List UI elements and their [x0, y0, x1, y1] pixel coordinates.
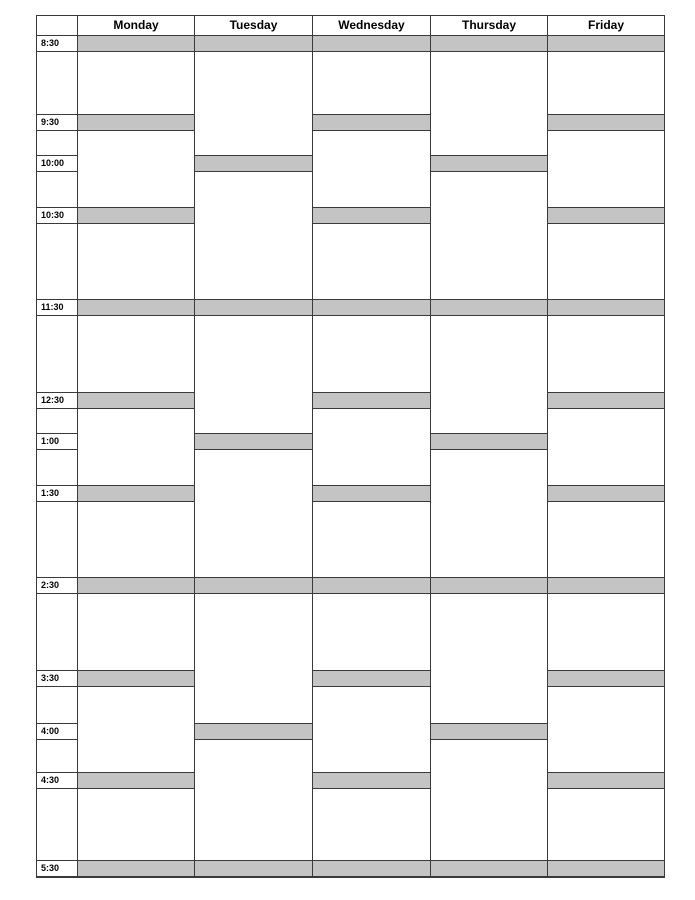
slot-header-band: [77, 207, 195, 224]
schedule-slot-friday[interactable]: [547, 408, 665, 486]
schedule-slot-friday[interactable]: [547, 223, 665, 300]
slot-header-band: [312, 860, 431, 877]
schedule-slot-tuesday[interactable]: [194, 171, 313, 300]
schedule-slot-monday[interactable]: [77, 593, 195, 671]
slot-header-band: [77, 670, 195, 687]
time-label: 1:30: [36, 485, 78, 502]
schedule-slot-friday[interactable]: [547, 501, 665, 578]
schedule-slot-wednesday[interactable]: [312, 788, 431, 861]
slot-header-band: [312, 670, 431, 687]
slot-header-band: [547, 485, 665, 502]
slot-header-band: [312, 772, 431, 789]
schedule-slot-monday[interactable]: [77, 686, 195, 773]
schedule-slot-thursday[interactable]: [430, 51, 548, 156]
slot-header-band: [312, 485, 431, 502]
schedule-slot-thursday[interactable]: [430, 449, 548, 578]
time-label: 9:30: [36, 114, 78, 131]
slot-header-band: [194, 299, 313, 316]
slot-header-band: [194, 35, 313, 52]
schedule-slot-monday[interactable]: [77, 130, 195, 208]
schedule-slot-friday[interactable]: [547, 130, 665, 208]
schedule-slot-tuesday[interactable]: [194, 876, 313, 878]
schedule-slot-monday[interactable]: [77, 315, 195, 393]
day-header-friday: Friday: [547, 15, 665, 36]
schedule-slot-wednesday[interactable]: [312, 51, 431, 115]
time-label: 12:30: [36, 392, 78, 409]
time-label: 4:00: [36, 723, 78, 740]
slot-header-band: [194, 723, 313, 740]
slot-header-band: [547, 299, 665, 316]
slot-header-band: [430, 433, 548, 450]
schedule-slot-tuesday[interactable]: [194, 51, 313, 156]
slot-header-band: [77, 114, 195, 131]
schedule-slot-wednesday[interactable]: [312, 876, 431, 878]
schedule-slot-friday[interactable]: [547, 315, 665, 393]
slot-header-band: [547, 114, 665, 131]
slot-header-band: [430, 299, 548, 316]
schedule-slot-tuesday[interactable]: [194, 739, 313, 861]
time-label: 10:30: [36, 207, 78, 224]
slot-header-band: [547, 860, 665, 877]
schedule-slot-wednesday[interactable]: [312, 501, 431, 578]
slot-header-band: [547, 772, 665, 789]
schedule-slot-wednesday[interactable]: [312, 408, 431, 486]
schedule-slot-monday[interactable]: [77, 876, 195, 878]
slot-header-band: [77, 392, 195, 409]
schedule-slot-thursday[interactable]: [430, 593, 548, 724]
slot-header-band: [430, 577, 548, 594]
slot-header-band: [77, 485, 195, 502]
slot-header-band: [312, 577, 431, 594]
slot-header-band: [194, 155, 313, 172]
slot-header-band: [312, 207, 431, 224]
slot-header-band: [430, 35, 548, 52]
schedule-slot-wednesday[interactable]: [312, 315, 431, 393]
day-header-thursday: Thursday: [430, 15, 548, 36]
day-header-tuesday: Tuesday: [194, 15, 313, 36]
day-header-wednesday: Wednesday: [312, 15, 431, 36]
schedule-slot-monday[interactable]: [77, 501, 195, 578]
schedule-slot-monday[interactable]: [77, 223, 195, 300]
schedule-slot-friday[interactable]: [547, 876, 665, 878]
schedule-slot-friday[interactable]: [547, 593, 665, 671]
day-header-monday: Monday: [77, 15, 195, 36]
slot-header-band: [430, 723, 548, 740]
time-label: 10:00: [36, 155, 78, 172]
slot-header-band: [312, 299, 431, 316]
slot-header-band: [547, 207, 665, 224]
schedule-slot-monday[interactable]: [77, 51, 195, 115]
slot-header-band: [547, 670, 665, 687]
slot-header-band: [194, 577, 313, 594]
time-label: 11:30: [36, 299, 78, 316]
slot-header-band: [77, 299, 195, 316]
schedule-slot-friday[interactable]: [547, 51, 665, 115]
schedule-slot-friday[interactable]: [547, 686, 665, 773]
schedule-slot-monday[interactable]: [77, 788, 195, 861]
slot-header-band: [312, 35, 431, 52]
schedule-slot-thursday[interactable]: [430, 876, 548, 878]
schedule-slot-friday[interactable]: [547, 788, 665, 861]
schedule-slot-tuesday[interactable]: [194, 449, 313, 578]
slot-header-band: [77, 577, 195, 594]
slot-header-band: [77, 860, 195, 877]
corner-cell: [36, 15, 78, 36]
slot-header-band: [312, 114, 431, 131]
schedule-slot-thursday[interactable]: [430, 171, 548, 300]
schedule-slot-wednesday[interactable]: [312, 130, 431, 208]
schedule-slot-thursday[interactable]: [430, 739, 548, 861]
schedule-slot-thursday[interactable]: [430, 315, 548, 434]
schedule-slot-tuesday[interactable]: [194, 593, 313, 724]
time-label: 3:30: [36, 670, 78, 687]
slot-header-band: [312, 392, 431, 409]
slot-header-band: [547, 392, 665, 409]
slot-header-band: [77, 772, 195, 789]
slot-header-band: [194, 433, 313, 450]
slot-header-band: [194, 860, 313, 877]
schedule-slot-wednesday[interactable]: [312, 593, 431, 671]
schedule-slot-tuesday[interactable]: [194, 315, 313, 434]
slot-header-band: [430, 860, 548, 877]
schedule-slot-monday[interactable]: [77, 408, 195, 486]
slot-header-band: [547, 577, 665, 594]
slot-header-band: [430, 155, 548, 172]
time-label: 5:30: [36, 860, 78, 877]
schedule-slot-wednesday[interactable]: [312, 686, 431, 773]
slot-header-band: [547, 35, 665, 52]
time-label: 8:30: [36, 35, 78, 52]
time-label: 4:30: [36, 772, 78, 789]
time-label: 1:00: [36, 433, 78, 450]
schedule-slot-wednesday[interactable]: [312, 223, 431, 300]
time-label: 2:30: [36, 577, 78, 594]
slot-header-band: [77, 35, 195, 52]
